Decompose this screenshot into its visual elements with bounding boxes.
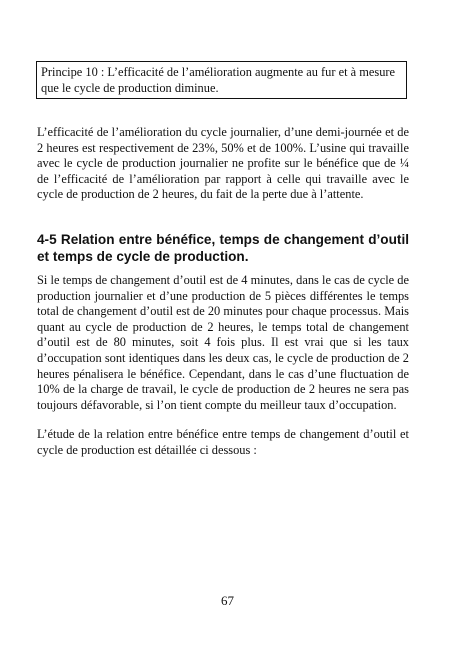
section-heading: 4-5 Relation entre bénéfice, temps de changement d’outil et temps de cycle de production. <box>37 232 409 264</box>
principle-callout-box <box>36 61 407 99</box>
paragraph-improvement-efficiency: L’efficacité de l’amélioration du cycle journalier, d’une demi-journée et de 2 heures est respectivement de 23%, 50% et de 100%. L’usine qui travaille avec le cycle de production journalier ne profite sur le bénéfice que de ¼ de l’efficacité de l’amélioration par rapport à celle qui travaille avec le cycle de production de 2 heures, du fait de la perte due à l’attente. <box>37 125 409 202</box>
paragraph-study-intro: L’étude de la relation entre bénéfice entre temps de changement d’outil et cycle de production est détaillée ci dessous : <box>37 427 409 457</box>
paragraph-tool-change-time: Si le temps de changement d’outil est de 4 minutes, dans le cas de cycle de production journalier et d’une production de 5 pièces différentes le temps total de changement d’outil est de 20 minutes pour chaque processus. Mais quant au cycle de production de 2 heures, le temps total de changement d’outil est de 80 minutes, soit 4 fois plus. Il est vrai que si les taux d’occupation sont identiques dans les deux cas, le cycle de production de 2 heures pénalisera le bénéfice. Cependant, dans le cas d’une fluctuation de 10% de la charge de travail, le cycle de production de 2 heures ne sera pas toujours défavorable, si l’on tient compte du meilleur taux d’occupation. <box>37 273 409 412</box>
page-number: 67 <box>221 593 234 608</box>
principle-text: Principe 10 : L’efficacité de l’amélioration augmente au fur et à mesure que le cycle de production diminue. <box>41 65 396 95</box>
